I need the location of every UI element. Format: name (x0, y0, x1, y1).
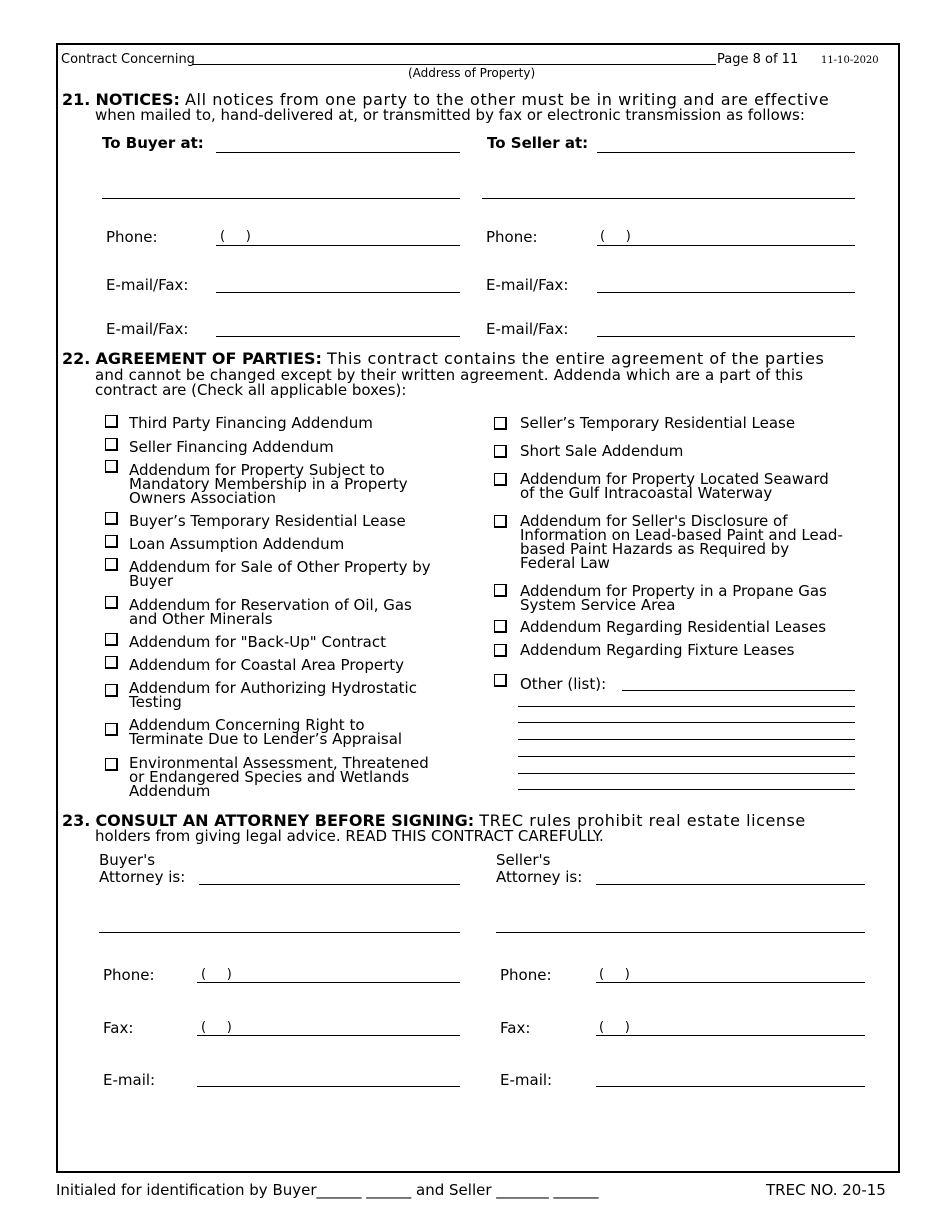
addendum-label: Addendum for Property in a Propane Gas System Service Area (520, 582, 827, 614)
other-list-field-4[interactable] (518, 739, 855, 740)
buyer-phone-parens: ( ) (220, 229, 251, 244)
checkbox-residential-leases[interactable] (494, 620, 507, 633)
addendum-label: Addendum Regarding Fixture Leases (520, 641, 795, 659)
buyer-email-fax-field-1[interactable] (216, 292, 460, 293)
seller-address-field-2[interactable] (482, 198, 855, 199)
addendum-label: Seller Financing Addendum (129, 438, 334, 456)
address-caption: (Address of Property) (408, 66, 536, 80)
buyer-email-fax-field-2[interactable] (216, 336, 460, 337)
buyers-label: Buyer's (99, 851, 156, 869)
checkbox-third-party-financing[interactable] (105, 415, 118, 428)
seller-attorney-field[interactable] (596, 884, 865, 885)
checkbox-other[interactable] (494, 674, 507, 687)
addendum-label: Seller’s Temporary Residential Lease (520, 414, 796, 432)
addendum-label: Addendum for Seller's Disclosure of Information on Lead-based Paint and Lead- based Paint Hazards as Required by Federal Law (520, 512, 843, 572)
addendum-label: Addendum Concerning Right to Terminate Due to Lender’s Appraisal (129, 716, 403, 748)
seller-attorney-fax-label: Fax: (500, 1019, 531, 1037)
to-buyer-label: To Buyer at: (102, 134, 204, 152)
to-seller-label: To Seller at: (487, 134, 589, 152)
buyer-address-field-1[interactable] (216, 152, 460, 153)
buyer-attorney-address-field[interactable] (99, 932, 460, 933)
seller-attorney-label: Attorney is: (496, 868, 583, 886)
buyer-attorney-fax-field[interactable] (197, 1035, 460, 1036)
checkbox-propane-gas[interactable] (494, 584, 507, 597)
checkbox-seaward-gulf-waterway[interactable] (494, 473, 507, 486)
seller-attorney-email-label: E-mail: (500, 1071, 553, 1089)
section-number: 21. (62, 90, 91, 109)
page-number: Page 8 of 11 (717, 52, 799, 67)
checkbox-hydrostatic-testing[interactable] (105, 684, 118, 697)
section-text: This contract contains the entire agreement of the parties (327, 349, 825, 368)
contract-concerning-label: Contract Concerning (61, 52, 195, 67)
buyer-attorney-phone-label: Phone: (103, 966, 155, 984)
other-list-field-6[interactable] (518, 773, 855, 774)
buyer-attorney-email-field[interactable] (197, 1086, 460, 1087)
addendum-label: Addendum for "Back-Up" Contract (129, 633, 386, 651)
checkbox-back-up-contract[interactable] (105, 633, 118, 646)
addendum-label: Other (list): (520, 675, 607, 693)
seller-attorney-phone-label: Phone: (500, 966, 552, 984)
addendum-label: Addendum for Property Subject to Mandatory Membership in a Property Owners Association (129, 461, 408, 507)
other-list-field-2[interactable] (518, 706, 855, 707)
addendum-label: Short Sale Addendum (520, 442, 684, 460)
checkbox-environmental-assessment[interactable] (105, 758, 118, 771)
section-21-text-line2: when mailed to, hand-delivered at, or transmitted by fax or electronic transmission as follows: (95, 106, 805, 124)
seller-phone-parens: ( ) (600, 229, 631, 244)
addendum-label: Environmental Assessment, Threatened or Endangered Species and Wetlands Addendum (129, 754, 429, 800)
buyer-attorney-fax-label: Fax: (103, 1019, 134, 1037)
buyer-attorney-label: Attorney is: (99, 868, 186, 886)
section-22-text-line3: contract are (Check all applicable boxes): (95, 381, 407, 399)
seller-email-fax-label-2: E-mail/Fax: (486, 320, 569, 338)
initialed-identification: Initialed for identification by Buyer______ ______ and Seller _______ ______ (56, 1181, 599, 1199)
buyer-attorney-phone-parens: ( ) (201, 967, 232, 982)
other-list-field-5[interactable] (518, 756, 855, 757)
sellers-label: Seller's (496, 851, 551, 869)
addendum-label: Addendum for Property Located Seaward of the Gulf Intracoastal Waterway (520, 470, 829, 502)
buyer-address-field-2[interactable] (102, 198, 460, 199)
other-list-field-1[interactable] (622, 690, 855, 691)
addendum-label: Loan Assumption Addendum (129, 535, 345, 553)
seller-phone-label: Phone: (486, 228, 538, 246)
section-23-text-line2: holders from giving legal advice. READ THIS CONTRACT CAREFULLY. (95, 827, 604, 845)
seller-attorney-phone-parens: ( ) (599, 967, 630, 982)
section-title: NOTICES: (95, 90, 180, 109)
checkbox-property-owners-association[interactable] (105, 460, 118, 473)
checkbox-sale-of-other-property[interactable] (105, 558, 118, 571)
other-list-field-7[interactable] (518, 789, 855, 790)
seller-email-fax-field-1[interactable] (597, 292, 855, 293)
seller-email-fax-field-2[interactable] (597, 336, 855, 337)
checkbox-lead-based-paint[interactable] (494, 515, 507, 528)
buyer-attorney-fax-parens: ( ) (201, 1020, 232, 1035)
checkbox-seller-temporary-lease[interactable] (494, 417, 507, 430)
section-title: CONSULT AN ATTORNEY BEFORE SIGNING: (95, 811, 475, 830)
seller-email-fax-label-1: E-mail/Fax: (486, 276, 569, 294)
addendum-label: Addendum for Coastal Area Property (129, 656, 405, 674)
checkbox-short-sale[interactable] (494, 445, 507, 458)
trec-number: TREC NO. 20-15 (766, 1181, 886, 1199)
revision-date: 11-10-2020 (821, 55, 879, 66)
buyer-email-fax-label-2: E-mail/Fax: (106, 320, 189, 338)
section-number: 22. (62, 349, 91, 368)
addendum-label: Addendum for Reservation of Oil, Gas and Other Minerals (129, 596, 412, 628)
checkbox-coastal-area[interactable] (105, 656, 118, 669)
addendum-label: Third Party Financing Addendum (129, 414, 373, 432)
address-of-property-field[interactable] (192, 64, 716, 65)
checkbox-fixture-leases[interactable] (494, 644, 507, 657)
buyer-attorney-email-label: E-mail: (103, 1071, 156, 1089)
other-list-field-3[interactable] (518, 722, 855, 723)
addendum-label: Addendum for Sale of Other Property by Buyer (129, 558, 431, 590)
addendum-label: Addendum for Authorizing Hydrostatic Testing (129, 679, 417, 711)
buyer-email-fax-label-1: E-mail/Fax: (106, 276, 189, 294)
section-text: TREC rules prohibit real estate license (479, 811, 806, 830)
checkbox-reservation-oil-gas[interactable] (105, 596, 118, 609)
seller-attorney-fax-parens: ( ) (599, 1020, 630, 1035)
buyer-attorney-field[interactable] (199, 884, 460, 885)
buyer-phone-label: Phone: (106, 228, 158, 246)
section-number: 23. (62, 811, 91, 830)
buyer-attorney-phone-field[interactable] (197, 982, 460, 983)
section-text: All notices from one party to the other must be in writing and are effective (184, 90, 830, 109)
checkbox-buyer-temporary-lease[interactable] (105, 512, 118, 525)
addendum-label: Addendum Regarding Residential Leases (520, 618, 827, 636)
seller-attorney-address-field[interactable] (496, 932, 865, 933)
buyer-phone-field[interactable] (216, 245, 460, 246)
addendum-label: Buyer’s Temporary Residential Lease (129, 512, 406, 530)
seller-address-field-1[interactable] (597, 152, 855, 153)
checkbox-lender-appraisal[interactable] (105, 723, 118, 736)
section-22-text-line2: and cannot be changed except by their written agreement. Addenda which are a part of this (95, 366, 804, 384)
seller-attorney-fax-field[interactable] (596, 1035, 865, 1036)
section-title: AGREEMENT OF PARTIES: (95, 349, 322, 368)
seller-attorney-email-field[interactable] (596, 1086, 865, 1087)
seller-phone-field[interactable] (597, 245, 855, 246)
checkbox-seller-financing[interactable] (105, 438, 118, 451)
checkbox-loan-assumption[interactable] (105, 535, 118, 548)
seller-attorney-phone-field[interactable] (596, 982, 865, 983)
